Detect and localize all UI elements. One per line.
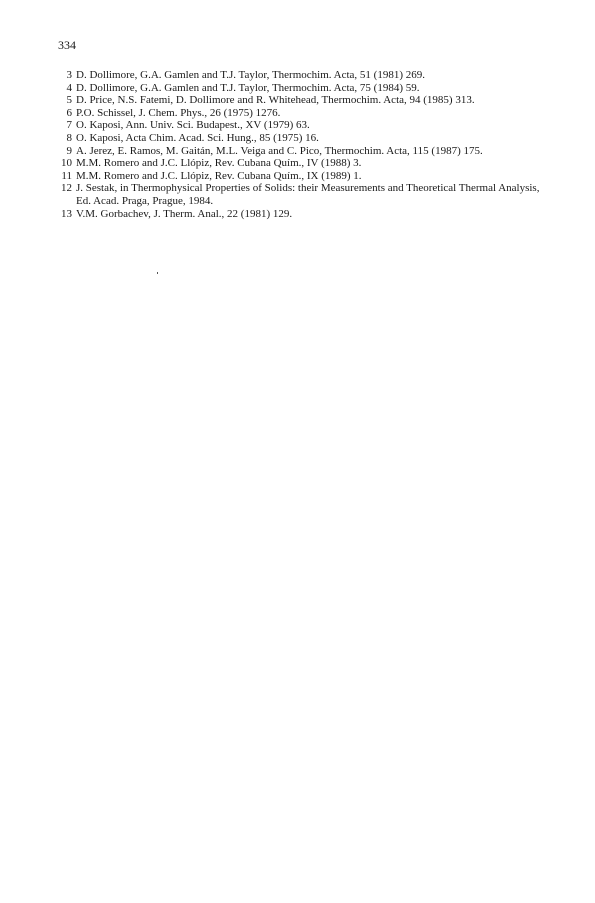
stray-ink-mark [157, 272, 158, 274]
reference-number: 5 [66, 94, 72, 107]
reference-item-3 [58, 69, 548, 82]
reference-item-12 [58, 182, 548, 207]
reference-number: 3 [66, 69, 72, 81]
reference-item-13 [58, 208, 548, 221]
reference-text: J. Sestak, in Thermophysical Properties of Solids: their Measurements and Theoretical Thermal Analysis, Ed. Acad. Praga, Prague, 1984. [76, 182, 540, 207]
reference-number: 4 [66, 81, 72, 94]
reference-item-8 [58, 132, 548, 145]
reference-item-7 [58, 119, 548, 132]
reference-text: D. Dollimore, G.A. Gamlen and T.J. Taylor, Thermochim. Acta, 75 (1984) 59. [76, 81, 420, 94]
reference-item-6 [58, 107, 548, 120]
reference-number: 12 [61, 182, 72, 195]
reference-number: 13 [61, 207, 72, 220]
reference-text: M.M. Romero and J.C. Llópiz, Rev. Cubana Quím., IX (1989) 1. [76, 169, 362, 182]
reference-list [58, 69, 548, 220]
page-number: 334 [58, 38, 76, 52]
reference-text: P.O. Schissel, J. Chem. Phys., 26 (1975) 1276. [76, 106, 281, 119]
reference-item-4 [58, 82, 548, 95]
reference-text: O. Kaposi, Ann. Univ. Sci. Budapest., XV (1979) 63. [76, 119, 310, 132]
reference-text: D. Dollimore, G.A. Gamlen and T.J. Taylor, Thermochim. Acta, 51 (1981) 269. [76, 69, 425, 81]
reference-item-10 [58, 157, 548, 170]
reference-number: 6 [66, 106, 72, 119]
reference-text: M.M. Romero and J.C. Llópiz, Rev. Cubana Quím., IV (1988) 3. [76, 157, 362, 170]
reference-number: 10 [61, 157, 72, 170]
reference-number: 7 [66, 119, 72, 132]
reference-number: 11 [61, 169, 72, 182]
reference-item-11 [58, 170, 548, 183]
reference-text: O. Kaposi, Acta Chim. Acad. Sci. Hung., 85 (1975) 16. [76, 131, 319, 144]
reference-item-5 [58, 94, 548, 107]
reference-text: A. Jerez, E. Ramos, M. Gaitán, M.L. Veiga and C. Pico, Thermochim. Acta, 115 (1987) 175. [76, 144, 483, 157]
reference-text: D. Price, N.S. Fatemi, D. Dollimore and R. Whitehead, Thermochim. Acta, 94 (1985) 313. [76, 94, 475, 107]
reference-text: V.M. Gorbachev, J. Therm. Anal., 22 (1981) 129. [76, 207, 293, 220]
reference-number: 8 [66, 131, 72, 144]
reference-item-9 [58, 145, 548, 158]
reference-number: 9 [66, 144, 72, 157]
